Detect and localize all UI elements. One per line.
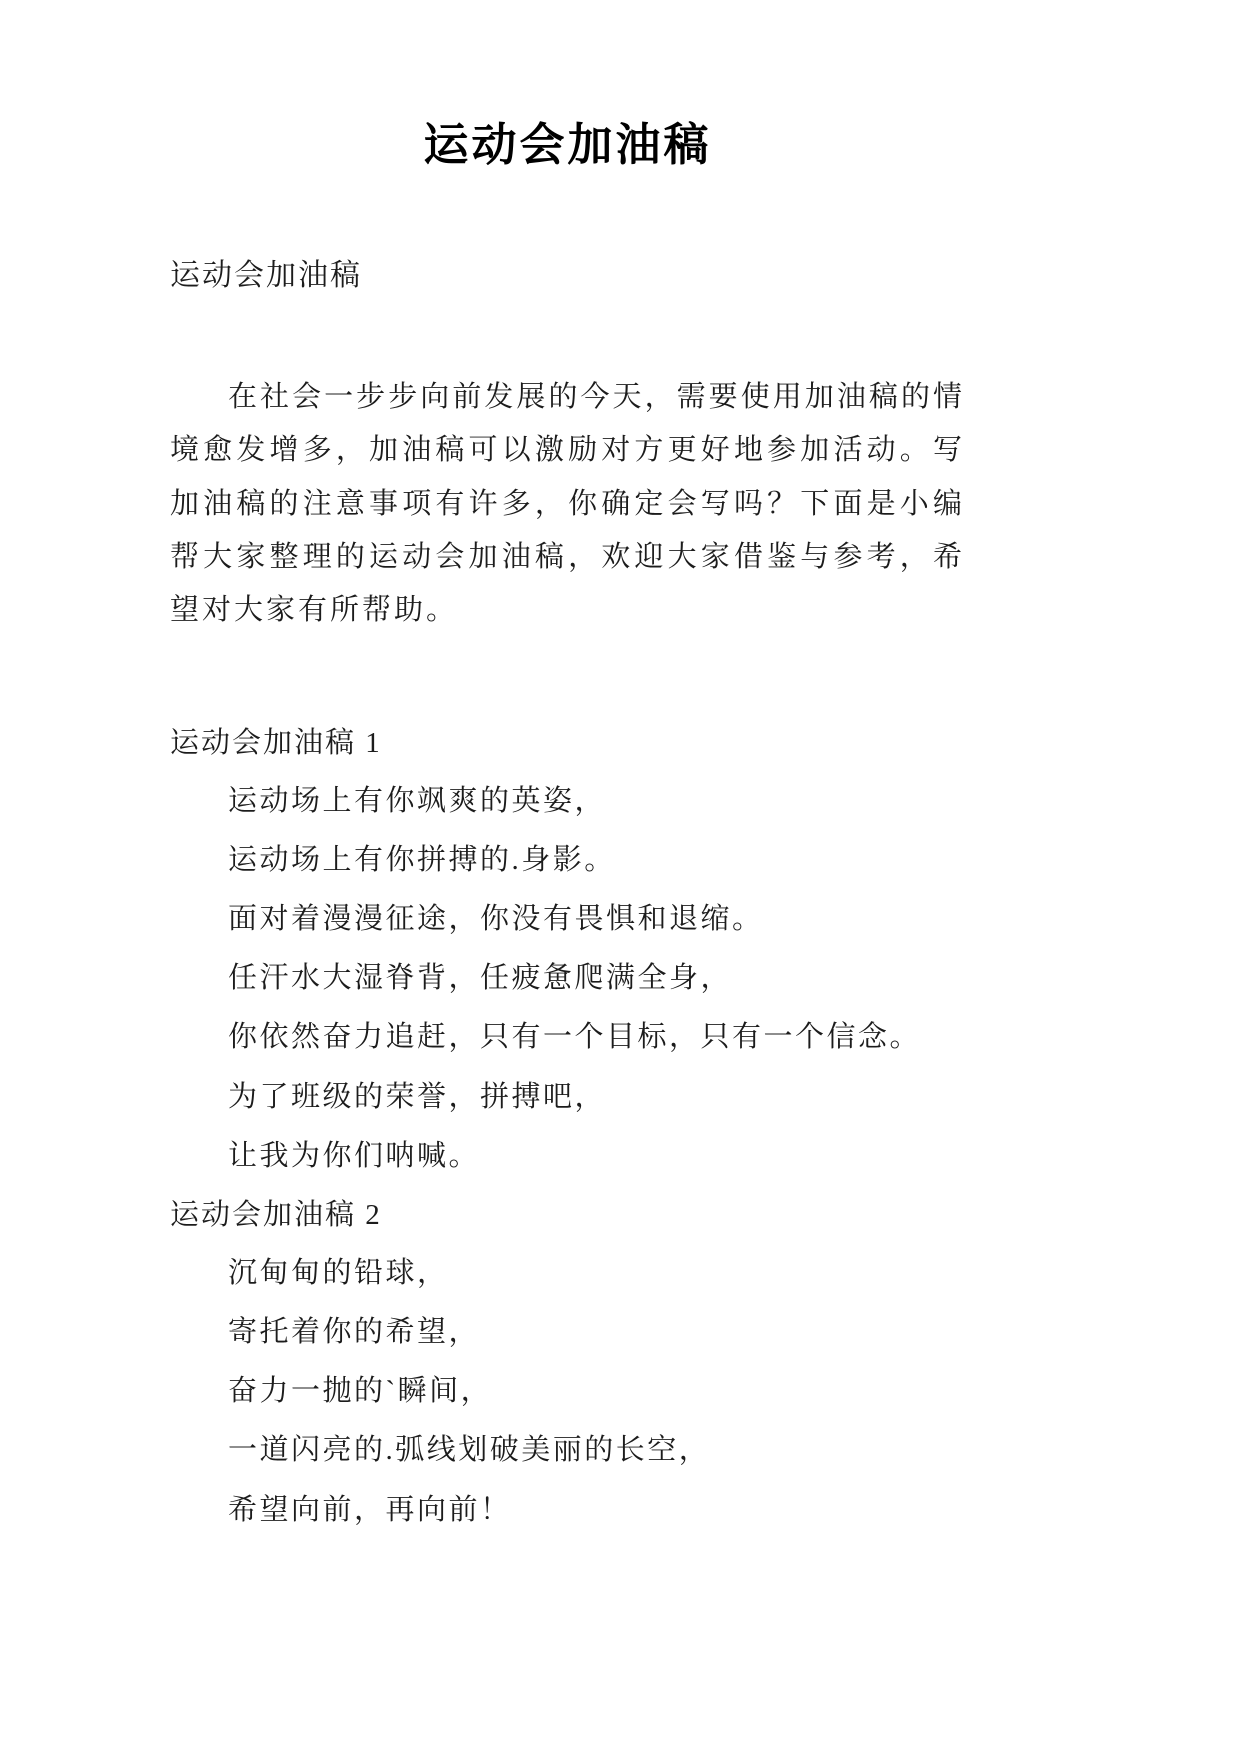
verse-line: 面对着漫漫征途，你没有畏惧和退缩。: [228, 903, 764, 936]
verse-line: 希望向前，再向前！: [228, 1493, 512, 1526]
section-2: [170, 1186, 965, 1540]
verse-line: 你依然奋力追赶，只有一个目标，只有一个信念。: [228, 1021, 922, 1054]
intro-paragraph: 在社会一步步向前发展的今天，需要使用加油稿的情境愈发增多，加油稿可以激励对方更好地参加活动。写加油稿的注意事项有许多，你确定会写吗？下面是小编帮大家整理的运动会加油稿，欢迎大家借鉴与参考，希望对大家有所帮助。: [170, 381, 965, 627]
section-1-heading: 运动会加油稿 1: [170, 726, 382, 759]
verse-line: 奋力一抛的`瞬间，: [228, 1375, 493, 1408]
verse-line: 运动场上有你拼搏的.身影。: [228, 843, 616, 876]
page-title: 运动会加油稿: [423, 120, 712, 170]
document-subtitle: 运动会加油稿: [170, 259, 362, 292]
verse-line: 为了班级的荣誉，拼搏吧，: [228, 1080, 607, 1113]
verse-line: 沉甸甸的铅球，: [228, 1256, 449, 1289]
verse-line: 寄托着你的希望，: [228, 1316, 481, 1349]
verse-line: 任汗水大湿脊背，任疲惫爬满全身，: [228, 962, 733, 995]
section-1: [170, 714, 965, 1186]
section-2-heading: 运动会加油稿 2: [170, 1198, 382, 1231]
verse-line: 运动场上有你飒爽的英姿，: [228, 784, 607, 817]
verse-line: 一道闪亮的.弧线划破美丽的长空，: [228, 1434, 711, 1467]
verse-line: 让我为你们呐喊。: [228, 1139, 481, 1172]
